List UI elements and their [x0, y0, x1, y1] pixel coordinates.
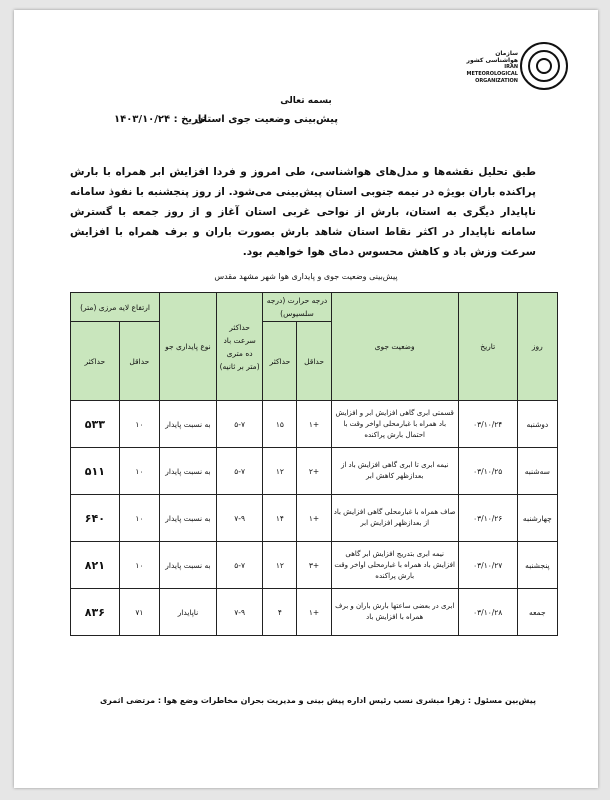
title-row: [114, 114, 518, 130]
table-title: پیش‌بینی وضعیت جوی و پایداری هوا شهر مشهد مقدس: [214, 272, 398, 281]
cell-temp-min: +۱: [297, 589, 331, 636]
cell-temp-max: ۱۲: [263, 542, 297, 589]
cell-day: سه‌شنبه: [517, 448, 557, 495]
cell-date: ۰۳/۱۰/۲۸: [458, 589, 517, 636]
table-row: [71, 401, 558, 448]
logo-emblem-icon: [520, 42, 568, 90]
document-title: پیش‌بینی وضعیت جوی استان: [195, 114, 338, 125]
cell-temp-max: ۱۴: [263, 495, 297, 542]
cell-temp-min: +۳: [297, 542, 331, 589]
cell-condition: ابری در بعضی ساعتها بارش باران و برف همراه با افزایش باد: [331, 589, 458, 636]
cell-day: چهارشنبه: [517, 495, 557, 542]
cell-date: ۰۳/۱۰/۲۶: [458, 495, 517, 542]
cell-date: ۰۳/۱۰/۲۴: [458, 401, 517, 448]
cell-stability: به نسبت پایدار: [160, 448, 217, 495]
cell-wind: ۷-۹: [216, 495, 263, 542]
header-temp-max: حداکثر: [263, 322, 297, 401]
header-wind: حداکثر سرعت باد ده متری (متر بر ثانیه): [216, 293, 263, 401]
cell-date: ۰۳/۱۰/۲۷: [458, 542, 517, 589]
organization-logo: [466, 38, 568, 98]
cell-day: جمعه: [517, 589, 557, 636]
cell-condition: نیمه ابری تا ابری گاهی افزایش باد از بعدازظهر کاهش ابر: [331, 448, 458, 495]
header-stability: نوع پایداری جو: [160, 293, 217, 401]
table-row: [71, 542, 558, 589]
cell-stability: به نسبت پایدار: [160, 542, 217, 589]
cell-wind: ۵-۷: [216, 542, 263, 589]
header-day: روز: [517, 293, 557, 401]
cell-temp-max: ۱۲: [263, 448, 297, 495]
logo-text: [462, 50, 518, 85]
cell-boundary-max: ۸۳۶: [71, 589, 120, 636]
cell-temp-max: ۴: [263, 589, 297, 636]
cell-wind: ۵-۷: [216, 448, 263, 495]
basmala: بسمه تعالی: [280, 96, 332, 106]
cell-wind: ۵-۷: [216, 401, 263, 448]
header-date: تاریخ: [458, 293, 517, 401]
forecast-paragraph: طبق تحلیل نقشه‌ها و مدل‌های هواشناسی، طی امروز و فردا افزایش ابر همراه با بارش پراکنده باران بویژه در نیمه جنوبی استان پیش‌بینی می‌شود. از روز پنجشنبه با نفوذ سامانه ناپایدار دیگری به استان، بارش از نواحی غربی استان آغاز و از روز جمعه با گسترش سامانه ناپایدار در اکثر نقاط استان شاهد بارش بصورت باران و برف همراه با افزایش سرعت وزش باد و کاهش محسوس دمای هوا خواهیم بود.: [70, 166, 536, 258]
header-boundary-layer: ارتفاع لایه مرزی (متر): [71, 293, 160, 322]
cell-boundary-min: ۱۰: [119, 542, 159, 589]
table-header-row: [71, 293, 558, 322]
cell-stability: به نسبت پایدار: [160, 495, 217, 542]
cell-boundary-max: ۶۴۰: [71, 495, 120, 542]
table-row: [71, 589, 558, 636]
cell-boundary-max: ۵۱۱: [71, 448, 120, 495]
logo-org-name: سازمان هواشناسی کشور: [466, 50, 518, 64]
cell-temp-min: +۱: [297, 495, 331, 542]
document-page: [14, 10, 598, 788]
forecaster-signature: پیش‌بین مسئول : زهرا مبشری نسب: [393, 696, 536, 705]
cell-boundary-max: ۸۲۱: [71, 542, 120, 589]
header-temp-min: حداقل: [297, 322, 331, 401]
header-boundary-min: حداقل: [119, 322, 159, 401]
cell-boundary-min: ۷۱: [119, 589, 159, 636]
header-condition: وضعیت جوی: [331, 293, 458, 401]
cell-temp-min: +۲: [297, 448, 331, 495]
cell-boundary-max: ۵۳۳: [71, 401, 120, 448]
cell-condition: نیمه ابری بتدریج افزایش ابر گاهی افزایش باد همراه با غبارمحلی اواخر وقت بارش پراکنده: [331, 542, 458, 589]
cell-boundary-min: ۱۰: [119, 495, 159, 542]
cell-boundary-min: ۱۰: [119, 401, 159, 448]
cell-stability: به نسبت پایدار: [160, 401, 217, 448]
cell-stability: ناپایدار: [160, 589, 217, 636]
header-temperature: درجه حرارت (درجه سلسیوس): [263, 293, 331, 322]
cell-day: دوشنبه: [517, 401, 557, 448]
header-boundary-max: حداکثر: [71, 322, 120, 401]
cell-boundary-min: ۱۰: [119, 448, 159, 495]
cell-temp-min: +۱: [297, 401, 331, 448]
cell-condition: صاف همراه با غبارمحلی گاهی افزایش باد از بعدازظهر افزایش ابر: [331, 495, 458, 542]
cell-day: پنجشنبه: [517, 542, 557, 589]
cell-temp-max: ۱۵: [263, 401, 297, 448]
table-row: [71, 448, 558, 495]
document-date: تاریخ : ۱۴۰۳/۱۰/۲۴: [114, 114, 206, 125]
cell-condition: قسمتی ابری گاهی افزایش ابر و افزایش باد همراه با غبارمحلی اواخر وقت با احتمال بارش پراکنده: [331, 401, 458, 448]
table-row: [71, 495, 558, 542]
department-head-signature: رئیس اداره پیش بینی و مدیریت بحران مخاطرات وضع هوا : مرتضی اثمری: [99, 696, 391, 705]
logo-org-name-en: IRAN METEOROLOGICAL ORGANIZATION: [466, 64, 518, 84]
forecast-table: [70, 292, 558, 636]
cell-wind: ۷-۹: [216, 589, 263, 636]
cell-date: ۰۳/۱۰/۲۵: [458, 448, 517, 495]
